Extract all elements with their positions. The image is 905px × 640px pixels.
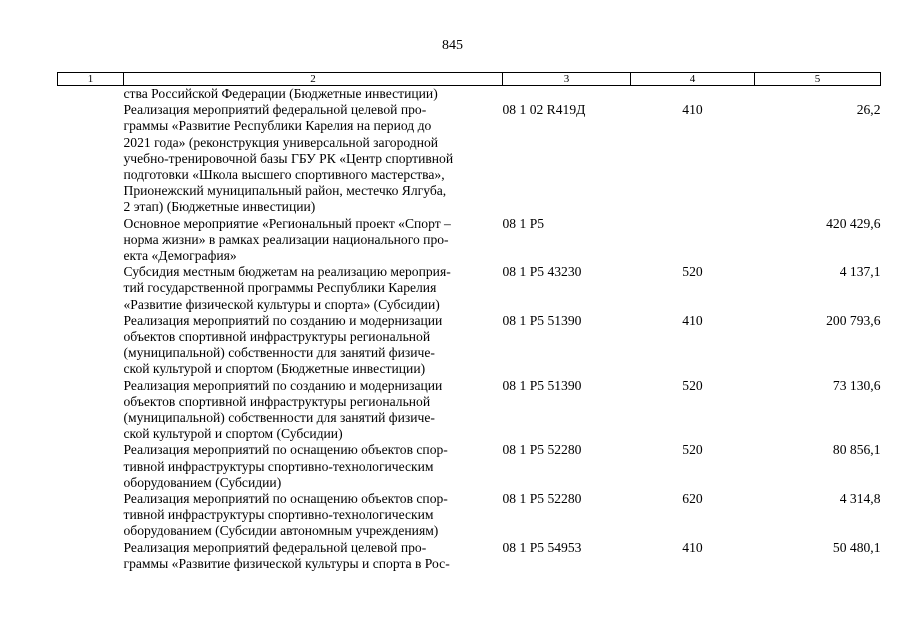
amount-cell: 200 793,6: [826, 312, 881, 328]
amount-cell: 80 856,1: [832, 442, 881, 458]
column-header-5: 5: [755, 73, 881, 86]
row-number-cell: [58, 86, 124, 103]
table-body: [58, 86, 881, 573]
item-name-line: (муниципальной) собственности для занятий физиче-: [123, 345, 435, 361]
item-name-line: тивной инфраструктуры спортивно-технологическим: [123, 507, 434, 523]
expense-type-cell: 410: [682, 102, 703, 118]
item-name-cell: [124, 313, 503, 378]
row-number-cell: [58, 491, 124, 540]
header-row: [58, 73, 881, 86]
item-name-line: Реализация мероприятий по оснащению объектов спор-: [123, 491, 448, 507]
table-row: [58, 378, 881, 443]
amount-cell: 4 314,8: [839, 491, 881, 507]
budget-code-cell: 08 1 P5: [502, 215, 545, 231]
table-header: [58, 73, 881, 86]
expense-type-cell: 520: [682, 264, 703, 280]
item-name-line: учебно-тренировочной базы ГБУ РК «Центр спортивной: [123, 150, 454, 166]
item-name-line: Реализация мероприятий по созданию и модернизации: [123, 312, 443, 328]
item-name-line: граммы «Развитие физической культуры и спорта в Рос-: [123, 555, 450, 571]
row-number-cell: [58, 102, 124, 215]
table-row: [58, 86, 881, 103]
expense-type-cell: [631, 86, 755, 103]
item-name-cell: [124, 378, 503, 443]
expense-type-cell: [631, 216, 755, 265]
table-row: [58, 540, 881, 572]
item-name-cell: [124, 102, 503, 215]
item-name-line: объектов спортивной инфраструктуры региональной: [123, 329, 431, 345]
row-number-cell: [58, 313, 124, 378]
item-name-line: Субсидия местным бюджетам на реализацию мероприя-: [123, 264, 451, 280]
table-row: [58, 216, 881, 265]
item-name-line: 2021 года» (реконструкция универсальной загородной: [123, 134, 439, 150]
table-row: [58, 442, 881, 491]
item-name-cell: [124, 264, 503, 313]
expense-type-cell: 410: [682, 312, 703, 328]
amount-cell: 73 130,6: [832, 377, 881, 393]
column-header-3: 3: [503, 73, 631, 86]
item-name-cell: [124, 216, 503, 265]
budget-code-cell: 08 1 P5 54953: [502, 539, 582, 555]
item-name-line: ской культурой и спортом (Субсидии): [123, 426, 343, 442]
item-name-cell: [124, 491, 503, 540]
item-name-line: объектов спортивной инфраструктуры региональной: [123, 393, 431, 409]
item-name-line: «Развитие физической культуры и спорта» (Субсидии): [123, 296, 440, 312]
expense-type-cell: 410: [682, 539, 703, 555]
amount-cell: 50 480,1: [832, 539, 881, 555]
item-name-line: Реализация мероприятий по созданию и модернизации: [123, 377, 443, 393]
item-name-line: ства Российской Федерации (Бюджетные инвестиции): [123, 86, 438, 101]
row-number-cell: [58, 378, 124, 443]
column-header-4: 4: [631, 73, 755, 86]
amount-cell: 4 137,1: [839, 264, 881, 280]
page-number: 845: [442, 38, 463, 53]
row-number-cell: [58, 540, 124, 572]
item-name-line: норма жизни» в рамках реализации национального про-: [123, 231, 449, 247]
item-name-line: Реализация мероприятий по оснащению объектов спор-: [123, 442, 448, 458]
item-name-cell: [124, 86, 503, 103]
row-number-cell: [58, 264, 124, 313]
table-row: [58, 491, 881, 540]
expense-type-cell: 520: [682, 442, 703, 458]
item-name-cell: [124, 442, 503, 491]
budget-code-cell: 08 1 P5 51390: [502, 377, 582, 393]
table-row: [58, 313, 881, 378]
budget-code-cell: 08 1 P5 52280: [502, 491, 582, 507]
row-number-cell: [58, 216, 124, 265]
item-name-line: 2 этап) (Бюджетные инвестиции): [123, 199, 316, 215]
table-row: [58, 102, 881, 215]
budget-code-cell: 08 1 P5 43230: [502, 264, 582, 280]
amount-cell: 420 429,6: [826, 215, 881, 231]
amount-cell: 26,2: [856, 102, 881, 118]
column-header-1: 1: [58, 73, 124, 86]
budget-code-cell: 08 1 P5 52280: [502, 442, 582, 458]
expense-type-cell: 520: [682, 377, 703, 393]
item-name-line: Основное мероприятие «Региональный проект «Спорт –: [123, 215, 451, 231]
budget-code-cell: 08 1 02 R419Д: [502, 102, 586, 118]
amount-cell: [755, 86, 881, 103]
item-name-line: тий государственной программы Республики Карелия: [123, 280, 437, 296]
budget-code-cell: [503, 86, 631, 103]
column-header-2: 2: [124, 73, 503, 86]
item-name-line: екта «Демография»: [123, 248, 237, 264]
item-name-line: Прионежский муниципальный район, местечко Ялгуба,: [123, 183, 447, 199]
item-name-line: оборудованием (Субсидии): [123, 474, 282, 490]
item-name-line: Реализация мероприятий федеральной целевой про-: [123, 539, 427, 555]
budget-table: [57, 72, 881, 572]
item-name-line: Реализация мероприятий федеральной целевой про-: [123, 102, 427, 118]
item-name-line: подготовки «Школа высшего спортивного мастерства»,: [123, 167, 445, 183]
budget-code-cell: 08 1 P5 51390: [502, 312, 582, 328]
item-name-line: ской культурой и спортом (Бюджетные инвестиции): [123, 361, 426, 377]
expense-type-cell: 620: [682, 491, 703, 507]
row-number-cell: [58, 442, 124, 491]
table-row: [58, 264, 881, 313]
item-name-line: тивной инфраструктуры спортивно-технологическим: [123, 458, 434, 474]
item-name-line: оборудованием (Субсидии автономным учреждениям): [123, 523, 439, 539]
item-name-line: (муниципальной) собственности для занятий физиче-: [123, 410, 435, 426]
item-name-line: граммы «Развитие Республики Карелия на период до: [123, 118, 432, 134]
item-name-cell: [124, 540, 503, 572]
